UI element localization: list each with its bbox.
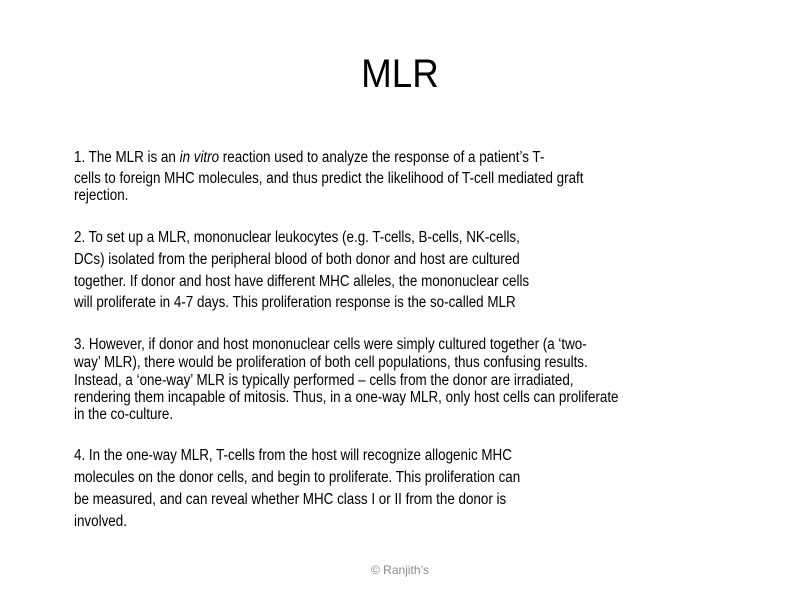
paragraph-4-line: be measured, and can reveal whether MHC class I or II from the donor is [74,491,507,508]
paragraph-2-line: will proliferate in 4-7 days. This proliferation response is the so-called MLR [74,294,516,311]
paragraph-4-line: involved. [74,513,127,530]
paragraph-3-line: in the co-culture. [74,406,174,423]
italic-term: in vitro [179,149,220,166]
text: 1. The MLR is an [74,149,180,166]
paragraph-3-line: rendering them incapable of mitosis. Thus, in a one-way MLR, only host cells can proliferate [74,389,619,406]
paragraph-2-line: DCs) isolated from the peripheral blood of both donor and host are cultured [74,251,520,268]
paragraph-2-line: 2. To set up a MLR, mononuclear leukocytes (e.g. T-cells, B-cells, NK-cells, [74,229,520,246]
footer-copyright: © Ranjith’s [371,563,429,577]
paragraph-1-line-2: cells to foreign MHC molecules, and thus predict the likelihood of T-cell mediated graft [74,170,584,187]
paragraph-3-line: Instead, a ‘one-way’ MLR is typically performed – cells from the donor are irradiated, [74,372,574,389]
paragraph-1-line-3: rejection. [74,187,129,204]
paragraph-4-line: molecules on the donor cells, and begin to proliferate. This proliferation can [74,469,521,486]
paragraph-1-line-1 [74,149,544,167]
paragraph-3-line: way’ MLR), there would be proliferation of both cell populations, thus confusing results. [74,354,588,371]
text: reaction used to analyze the response of a patient’s T- [219,149,545,166]
paragraph-2-line: together. If donor and host have different MHC alleles, the mononuclear cells [74,273,530,290]
paragraph-4-line: 4. In the one-way MLR, T-cells from the host will recognize allogenic MHC [74,447,512,464]
paragraph-3-line: 3. However, if donor and host mononuclear cells were simply cultured together (a ‘two- [74,336,587,353]
slide-title: MLR [361,52,439,96]
